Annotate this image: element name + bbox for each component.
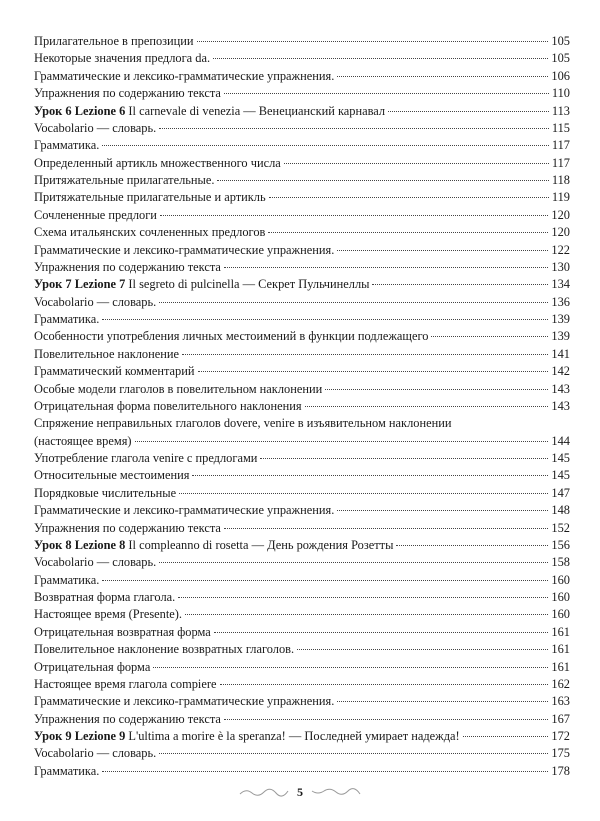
dot-leader (431, 336, 548, 337)
toc-entry-title: Отрицательная форма (34, 659, 151, 674)
dot-leader (159, 302, 548, 303)
toc-entry-page: 143 (551, 398, 570, 413)
toc-entry-title: Упражнения по содержанию текста (34, 711, 221, 726)
dot-leader (224, 267, 549, 268)
toc-lesson-heading (34, 103, 570, 120)
toc-entry (34, 763, 570, 780)
toc-entry-title: Vocabolario — словарь. (34, 120, 157, 135)
toc-entry-title (34, 276, 369, 293)
dot-leader (182, 354, 548, 355)
lesson-title: L'ultima a morire è la speranza! — Последней умирает надежда! (128, 729, 460, 743)
toc-entry-title: Грамматический комментарий (34, 364, 195, 379)
dot-leader (269, 197, 549, 198)
toc-entry-title: Сочлененные предлоги (34, 207, 157, 222)
dot-leader (179, 493, 548, 494)
toc-entry-title (34, 537, 393, 554)
lesson-italian-label: Lezione 8 (74, 537, 126, 552)
toc-entry-title: Упражнения по содержанию текста (34, 259, 221, 274)
dot-leader (102, 771, 548, 772)
dot-leader (224, 93, 549, 94)
toc-entry-page: 143 (551, 381, 570, 396)
toc-entry (34, 433, 570, 450)
toc-entry-page: 105 (551, 34, 570, 48)
toc-entry-title: Грамматика. (34, 763, 100, 778)
toc-entry (34, 693, 570, 710)
toc-entry-title: Повелительное наклонение (34, 346, 179, 361)
toc-entry-page: 105 (551, 51, 570, 66)
dot-leader (185, 614, 548, 615)
dot-leader (372, 284, 548, 285)
toc-entry (34, 520, 570, 537)
toc-entry (34, 711, 570, 728)
dot-leader (159, 753, 548, 754)
lesson-number: Урок 6 (34, 103, 72, 118)
toc-entry-title: Особенности употребления личных местоимений в функции подлежащего (34, 329, 429, 344)
toc-entry-page: 144 (551, 433, 570, 448)
toc-entry-title: Грамматические и лексико-грамматические упражнения. (34, 68, 335, 83)
toc-entry-page: 106 (551, 68, 570, 83)
toc-entry (34, 502, 570, 519)
toc-entry-title: Некоторые значения предлога da. (34, 51, 211, 66)
toc-lesson-heading (34, 537, 570, 554)
toc-entry-title: Vocabolario — словарь. (34, 555, 157, 570)
dot-leader (198, 371, 549, 372)
dot-leader (325, 389, 548, 390)
toc-entry (34, 259, 570, 276)
toc-entry (34, 207, 570, 224)
toc-entry-page: 145 (551, 468, 570, 483)
toc-entry-title: Грамматика. (34, 312, 100, 326)
toc-entry-page: 120 (551, 207, 570, 222)
toc-entry-page: 122 (551, 242, 570, 257)
toc-entry-title: Определенный артикль множественного числа (34, 155, 281, 170)
toc-entry-page: 156 (551, 537, 570, 552)
toc-entry-title: Порядковые числительные (34, 485, 177, 500)
dot-leader (396, 545, 548, 546)
toc-entry-title: (настоящее время) (34, 433, 132, 448)
dot-leader (284, 163, 549, 164)
toc-entry-page: 161 (551, 624, 570, 639)
toc-entry-title: Притяжательные прилагательные. (34, 173, 215, 187)
dot-leader (159, 128, 549, 129)
toc-entry (34, 676, 570, 693)
toc-entry (34, 745, 570, 762)
toc-entry-title: Настоящее время глагола compiere (34, 676, 217, 691)
lesson-title: Il compleanno di rosetta — День рождения Розетты (128, 537, 394, 552)
wave-ornament-right-icon (311, 786, 361, 798)
page-footer (0, 782, 600, 802)
toc-entry (34, 485, 570, 502)
toc-entry (34, 589, 570, 606)
dot-leader (337, 250, 548, 251)
dot-leader (268, 232, 548, 233)
toc-entry-page: 141 (551, 346, 570, 361)
toc-entry (34, 450, 570, 467)
toc-entry-title: Упражнения по содержанию текста (34, 520, 221, 535)
table-of-contents (34, 33, 570, 780)
toc-entry-page: 134 (551, 277, 570, 292)
toc-entry (34, 398, 570, 415)
toc-entry (34, 155, 570, 172)
wave-ornament-left-icon (239, 786, 289, 798)
dot-leader (159, 562, 548, 563)
toc-lesson-heading (34, 728, 570, 745)
toc-entry (34, 346, 570, 363)
dot-leader (178, 597, 548, 598)
toc-entry-page: 162 (551, 676, 570, 691)
toc-entry-first-line (34, 415, 570, 432)
toc-entry-page: 145 (551, 451, 570, 465)
toc-entry-title: Vocabolario — словарь. (34, 746, 157, 761)
dot-leader (337, 76, 548, 77)
toc-entry-title (34, 728, 460, 745)
toc-entry (34, 242, 570, 259)
toc-entry (34, 554, 570, 571)
toc-entry-title: Vocabolario — словарь. (34, 294, 157, 309)
toc-entry-page: 160 (551, 590, 570, 604)
toc-entry-page: 117 (551, 138, 570, 153)
toc-entry-page: 178 (551, 763, 570, 778)
toc-entry-title: Схема итальянских сочлененных предлогов (34, 225, 266, 240)
dot-leader (388, 111, 549, 112)
dot-leader (220, 684, 549, 685)
toc-entry-page: 115 (551, 120, 570, 135)
toc-entry-title: Грамматика. (34, 138, 100, 153)
toc-entry-title (34, 103, 385, 120)
toc-entry (34, 120, 570, 137)
dot-leader (214, 632, 549, 633)
toc-entry (34, 172, 570, 189)
toc-entry-page: 136 (551, 294, 570, 309)
toc-entry-page: 113 (551, 103, 570, 118)
toc-entry-page: 148 (551, 503, 570, 518)
toc-entry (34, 68, 570, 85)
dot-leader (217, 180, 548, 181)
toc-entry-title: Упражнения по содержанию текста (34, 86, 221, 101)
toc-entry (34, 606, 570, 623)
toc-entry (34, 294, 570, 311)
toc-entry-page: 130 (551, 259, 570, 274)
toc-entry (34, 659, 570, 676)
toc-entry (34, 224, 570, 241)
toc-entry-page: 152 (551, 520, 570, 535)
dot-leader (337, 701, 548, 702)
dot-leader (213, 58, 548, 59)
toc-entry-page: 120 (551, 225, 570, 240)
lesson-number: Урок 9 (34, 729, 72, 743)
toc-entry-page: 139 (551, 312, 570, 326)
toc-entry-page: 161 (551, 659, 570, 674)
toc-entry (34, 189, 570, 206)
toc-entry-page: 160 (551, 572, 570, 587)
toc-entry-title: Грамматические и лексико-грамматические упражнения. (34, 503, 335, 518)
toc-entry (34, 641, 570, 658)
dot-leader (102, 145, 549, 146)
toc-entry-title: Притяжательные прилагательные и артикль (34, 190, 266, 205)
toc-lesson-heading (34, 276, 570, 293)
toc-entry-title: Грамматика. (34, 572, 100, 587)
lesson-italian-label: Lezione 6 (74, 103, 126, 118)
toc-entry-page: 118 (551, 173, 570, 187)
lesson-italian-label: Lezione 7 (74, 277, 126, 292)
toc-entry (34, 572, 570, 589)
toc-entry-title: Прилагательное в препозиции (34, 34, 194, 48)
dot-leader (102, 580, 548, 581)
dot-leader (224, 528, 549, 529)
toc-entry-page: 110 (551, 86, 570, 101)
dot-leader (463, 736, 549, 737)
toc-entry (34, 33, 570, 50)
toc-entry-title: Грамматические и лексико-грамматические упражнения. (34, 694, 335, 709)
toc-entry (34, 85, 570, 102)
toc-entry-page: 161 (551, 642, 570, 657)
lesson-title: Il segreto di pulcinella — Секрет Пульчинеллы (128, 277, 370, 292)
lesson-number: Урок 7 (34, 277, 72, 292)
toc-entry-title: Особые модели глаголов в повелительном наклонении (34, 381, 323, 396)
toc-entry (34, 137, 570, 154)
dot-leader (197, 41, 549, 42)
toc-entry-title: Относительные местоимения (34, 468, 190, 483)
dot-leader (160, 215, 548, 216)
toc-entry-title: Отрицательная возвратная форма (34, 624, 211, 639)
dot-leader (135, 441, 549, 442)
toc-entry-page: 142 (551, 364, 570, 379)
dot-leader (153, 667, 548, 668)
toc-entry-title: Настоящее время (Presente). (34, 607, 183, 622)
toc-entry (34, 363, 570, 380)
dot-leader (305, 406, 549, 407)
toc-entry-page: 172 (551, 729, 570, 743)
lesson-italian-label: Lezione 9 (74, 729, 126, 743)
toc-entry-title: Спряжение неправильных глаголов dovere, venire в изъявительном наклонении (34, 416, 452, 431)
page-number: 5 (297, 784, 303, 799)
toc-entry-page: 147 (551, 485, 570, 500)
dot-leader (260, 458, 548, 459)
toc-entry (34, 50, 570, 67)
toc-entry-page: 167 (551, 711, 570, 726)
toc-entry-page: 119 (551, 190, 570, 205)
lesson-title: Il carnevale di venezia — Венецианский карнавал (128, 103, 386, 118)
toc-entry-page: 160 (551, 607, 570, 622)
toc-entry-page: 175 (551, 746, 570, 761)
toc-entry-page: 139 (551, 329, 570, 344)
dot-leader (337, 510, 548, 511)
dot-leader (102, 319, 548, 320)
toc-entry (34, 467, 570, 484)
toc-entry-title: Отрицательная форма повелительного наклонения (34, 398, 302, 413)
dot-leader (297, 649, 548, 650)
toc-entry-page: 158 (551, 555, 570, 570)
lesson-number: Урок 8 (34, 537, 72, 552)
toc-entry-page: 163 (551, 694, 570, 709)
toc-entry-title: Повелительное наклонение возвратных глаголов. (34, 642, 295, 657)
dot-leader (192, 475, 548, 476)
toc-entry-title: Возвратная форма глагола. (34, 590, 176, 604)
toc-entry-title: Употребление глагола venire с предлогами (34, 451, 258, 465)
toc-entry (34, 328, 570, 345)
toc-entry (34, 624, 570, 641)
dot-leader (224, 719, 549, 720)
toc-entry-title: Грамматические и лексико-грамматические упражнения. (34, 242, 335, 257)
toc-entry (34, 311, 570, 328)
toc-entry-page: 117 (551, 155, 570, 170)
toc-entry (34, 381, 570, 398)
